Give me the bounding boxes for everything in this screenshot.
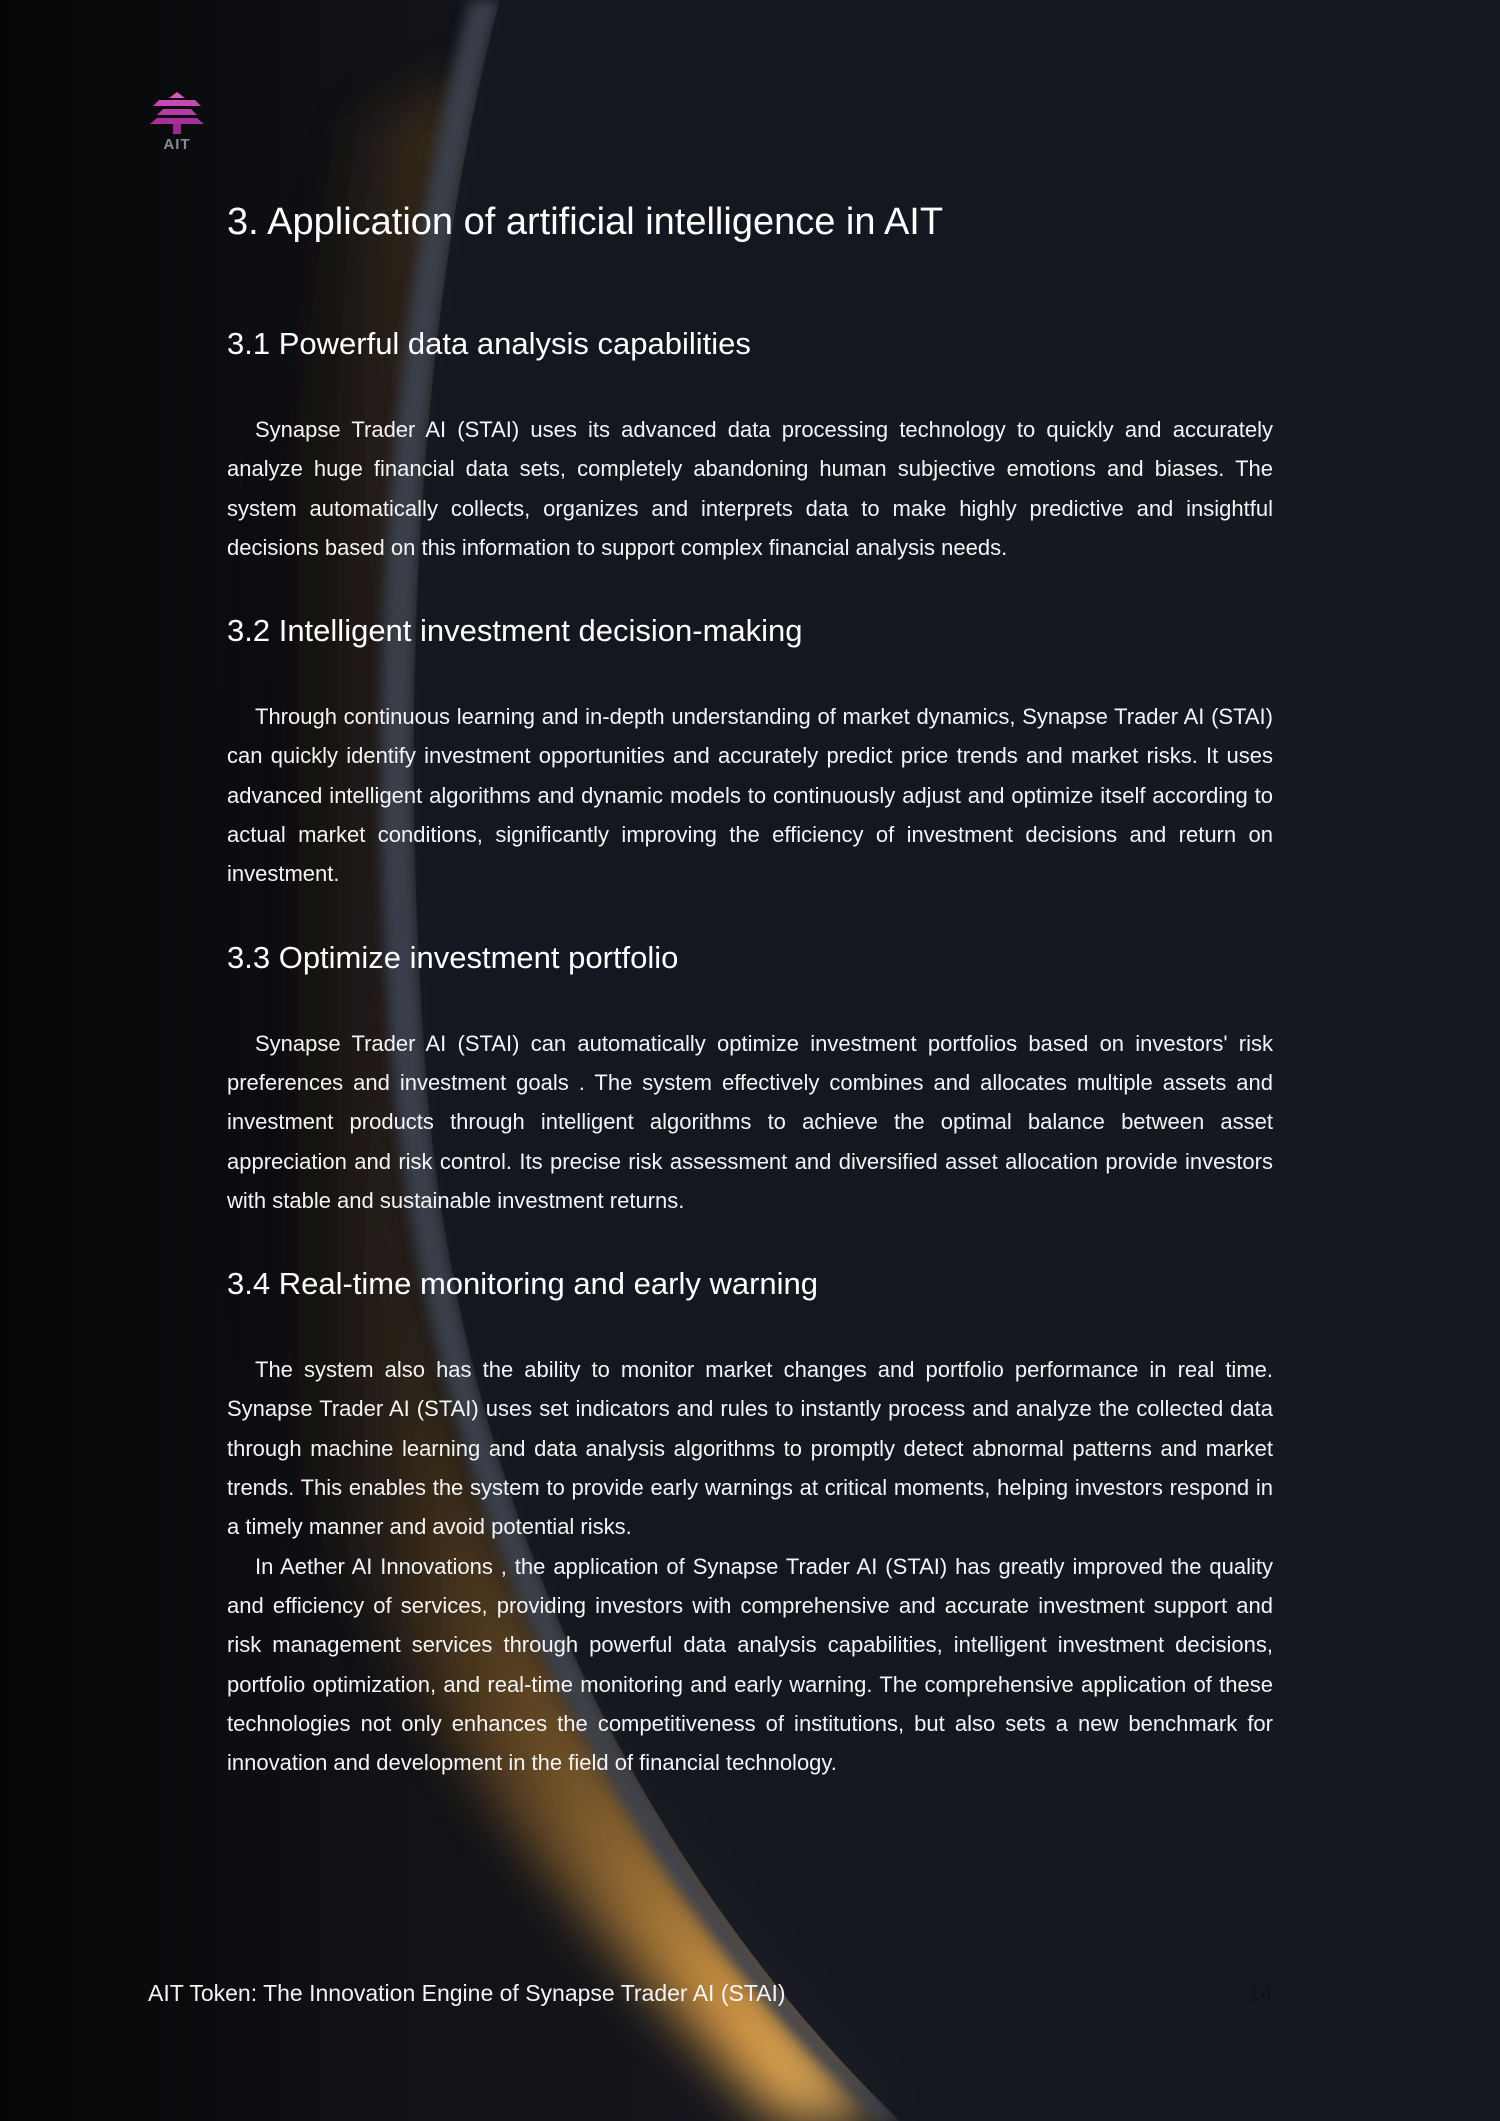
section-paragraph: Synapse Trader AI (STAI) uses its advanced data processing technology to quickly and accurately analyze huge financial data sets, completely abandoning human subjective emotions and biases. The system automatically collects, organizes and interprets data to make highly predictive and insightful decisions based on this information to support complex financial analysis needs. [227,417,1273,560]
section-paragraph: The system also has the ability to monitor market changes and portfolio performance in real time. Synapse Trader AI (STAI) uses set indicators and rules to instantly process and analyze the collected data through machine learning and data analysis algorithms to promptly detect abnormal patterns and market trends. This enables the system to provide early warnings at critical moments, helping investors respond in a timely manner and avoid potential risks. [227,1357,1273,1540]
section-paragraph: Synapse Trader AI (STAI) can automatically optimize investment portfolios based on investors' risk preferences and investment goals . The system effectively combines and allocates multiple assets and investment products through intelligent algorithms to achieve the optimal balance between asset appreciation and risk control. Its precise risk assessment and diversified asset allocation provide investors with stable and sustainable investment returns. [227,1030,1273,1213]
page-title: 3. Application of artificial intelligence in AIT [227,201,944,243]
section-heading: 3.3 Optimize investment portfolio [227,939,679,975]
section-3-2 [227,609,1273,893]
section-3-4 [227,1262,1273,1782]
section-3-1 [227,322,1273,567]
section-heading: 3.2 Intelligent investment decision-making [227,613,803,649]
section-paragraph: Through continuous learning and in-depth understanding of market dynamics, Synapse Trader AI (STAI) can quickly identify investment opportunities and accurately predict price trends and market risks. It uses advanced intelligent algorithms and dynamic models to continuously adjust and optimize itself according to actual market conditions, significantly improving the efficiency of investment decisions and return on investment. [227,704,1273,887]
section-heading: 3.4 Real-time monitoring and early warning [227,1266,819,1302]
ait-logo [144,90,210,152]
footer-title: AIT Token: The Innovation Engine of Synapse Trader AI (STAI) [148,1980,786,2006]
section-heading: 3.1 Powerful data analysis capabilities [227,326,751,361]
conclusion-paragraph: In Aether AI Innovations , the application of Synapse Trader AI (STAI) has greatly improved the quality and efficiency of services, providing investors with comprehensive and accurate investment support and risk management services through powerful data analysis capabilities, intelligent investment decisions, portfolio optimization, and real-time monitoring and early warning. The comprehensive application of these technologies not only enhances the competitiveness of institutions, but also sets a new benchmark for innovation and development in the field of financial technology. [227,1553,1273,1776]
page-number: 14 [1247,1980,1273,2006]
section-3-3 [227,936,1273,1220]
logo-text: AIT [163,136,191,153]
pagoda-logo-icon [144,90,210,136]
main-content [227,196,1273,1824]
